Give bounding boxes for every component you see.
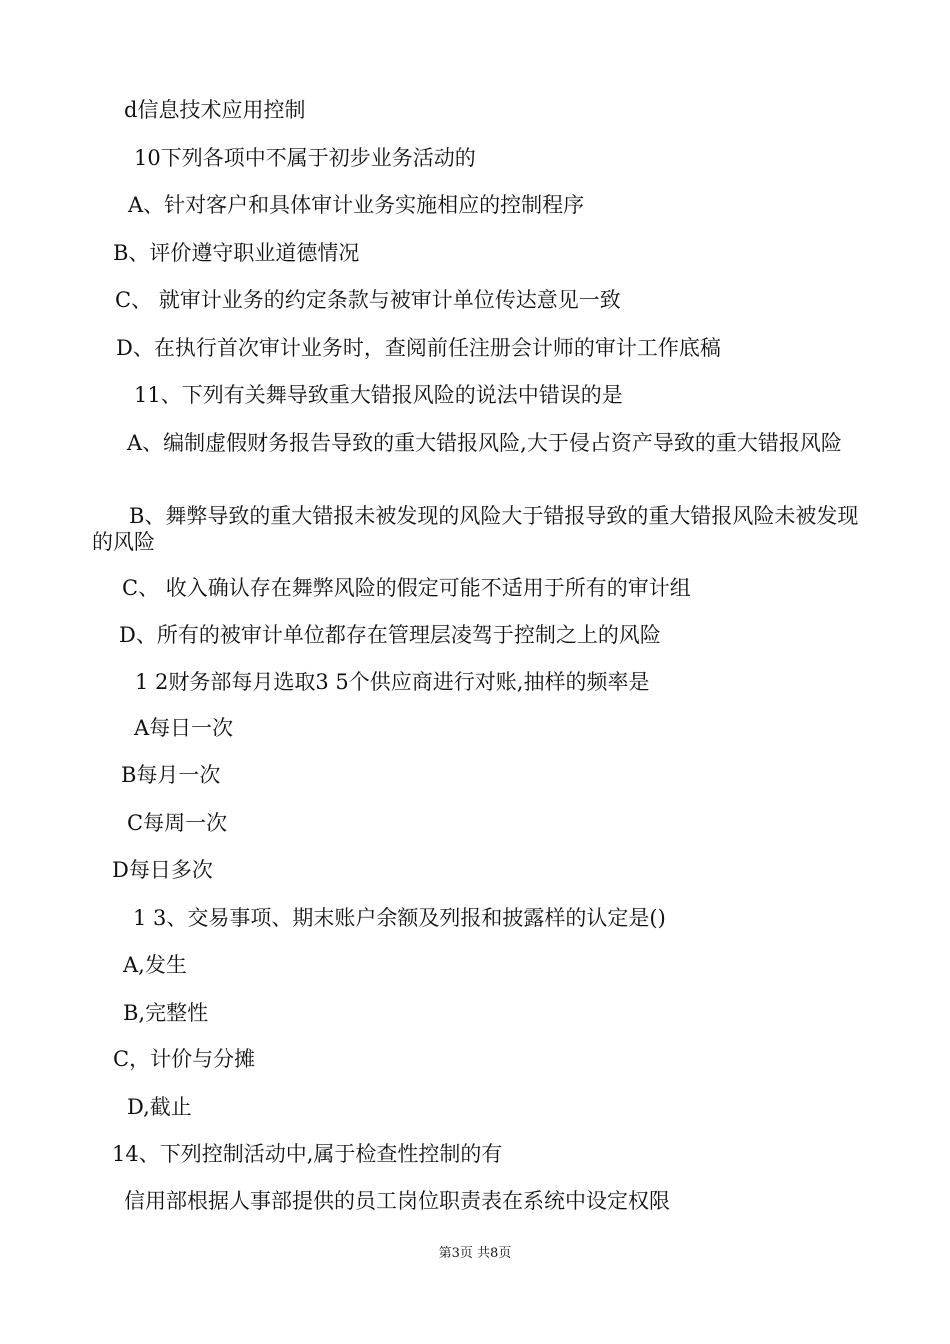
option-d: D每日多次 bbox=[112, 858, 213, 882]
option-b: B、评价遵守职业道德情况 bbox=[113, 241, 360, 265]
option-c: C、 收入确认存在舞弊风险的假定可能不适用于所有的审计组 bbox=[122, 576, 691, 600]
text-line: 信用部根据人事部提供的员工岗位职责表在系统中设定权限 bbox=[124, 1189, 670, 1213]
option-d: D、所有的被审计单位都存在管理层凌驾于控制之上的风险 bbox=[119, 623, 661, 647]
option-b: B,完整性 bbox=[123, 1001, 209, 1025]
option-a: A,发生 bbox=[123, 953, 187, 977]
option-b: B每月一次 bbox=[121, 763, 221, 787]
option-b: B、舞弊导致的重大错报未被发现的风险大于错报导致的重大错报风险未被发现的风险 bbox=[92, 504, 859, 554]
option-d: D,截止 bbox=[127, 1095, 192, 1119]
option-c: C、 就审计业务的约定条款与被审计单位传达意见一致 bbox=[115, 288, 621, 312]
option-a: A每日一次 bbox=[134, 716, 234, 740]
page-footer: 第3页 共8页 bbox=[438, 1246, 512, 1261]
option-c: C，计价与分摊 bbox=[113, 1047, 256, 1071]
option-a: A、针对客户和具体审计业务实施相应的控制程序 bbox=[128, 193, 585, 217]
option-a: A、编制虚假财务报告导致的重大错报风险,大于侵占资产导致的重大错报风险 bbox=[127, 431, 842, 455]
question-10: 10下列各项中不属于初步业务活动的 bbox=[134, 146, 476, 170]
question-14: 14、下列控制活动中,属于检查性控制的有 bbox=[112, 1142, 503, 1166]
question-13: 1 3、交易事项、期末账户余额及列报和披露样的认定是() bbox=[133, 906, 666, 930]
option-c: C每周一次 bbox=[127, 811, 228, 835]
question-12: 1 2财务部每月选取3 5个供应商进行对账,抽样的频率是 bbox=[135, 670, 650, 694]
option-d: D、在执行首次审计业务时，查阅前任注册会计师的审计工作底稿 bbox=[116, 336, 721, 360]
text-line: d信息技术应用控制 bbox=[124, 98, 306, 122]
question-11: 11、下列有关舞导致重大错报风险的说法中错误的是 bbox=[134, 383, 623, 407]
